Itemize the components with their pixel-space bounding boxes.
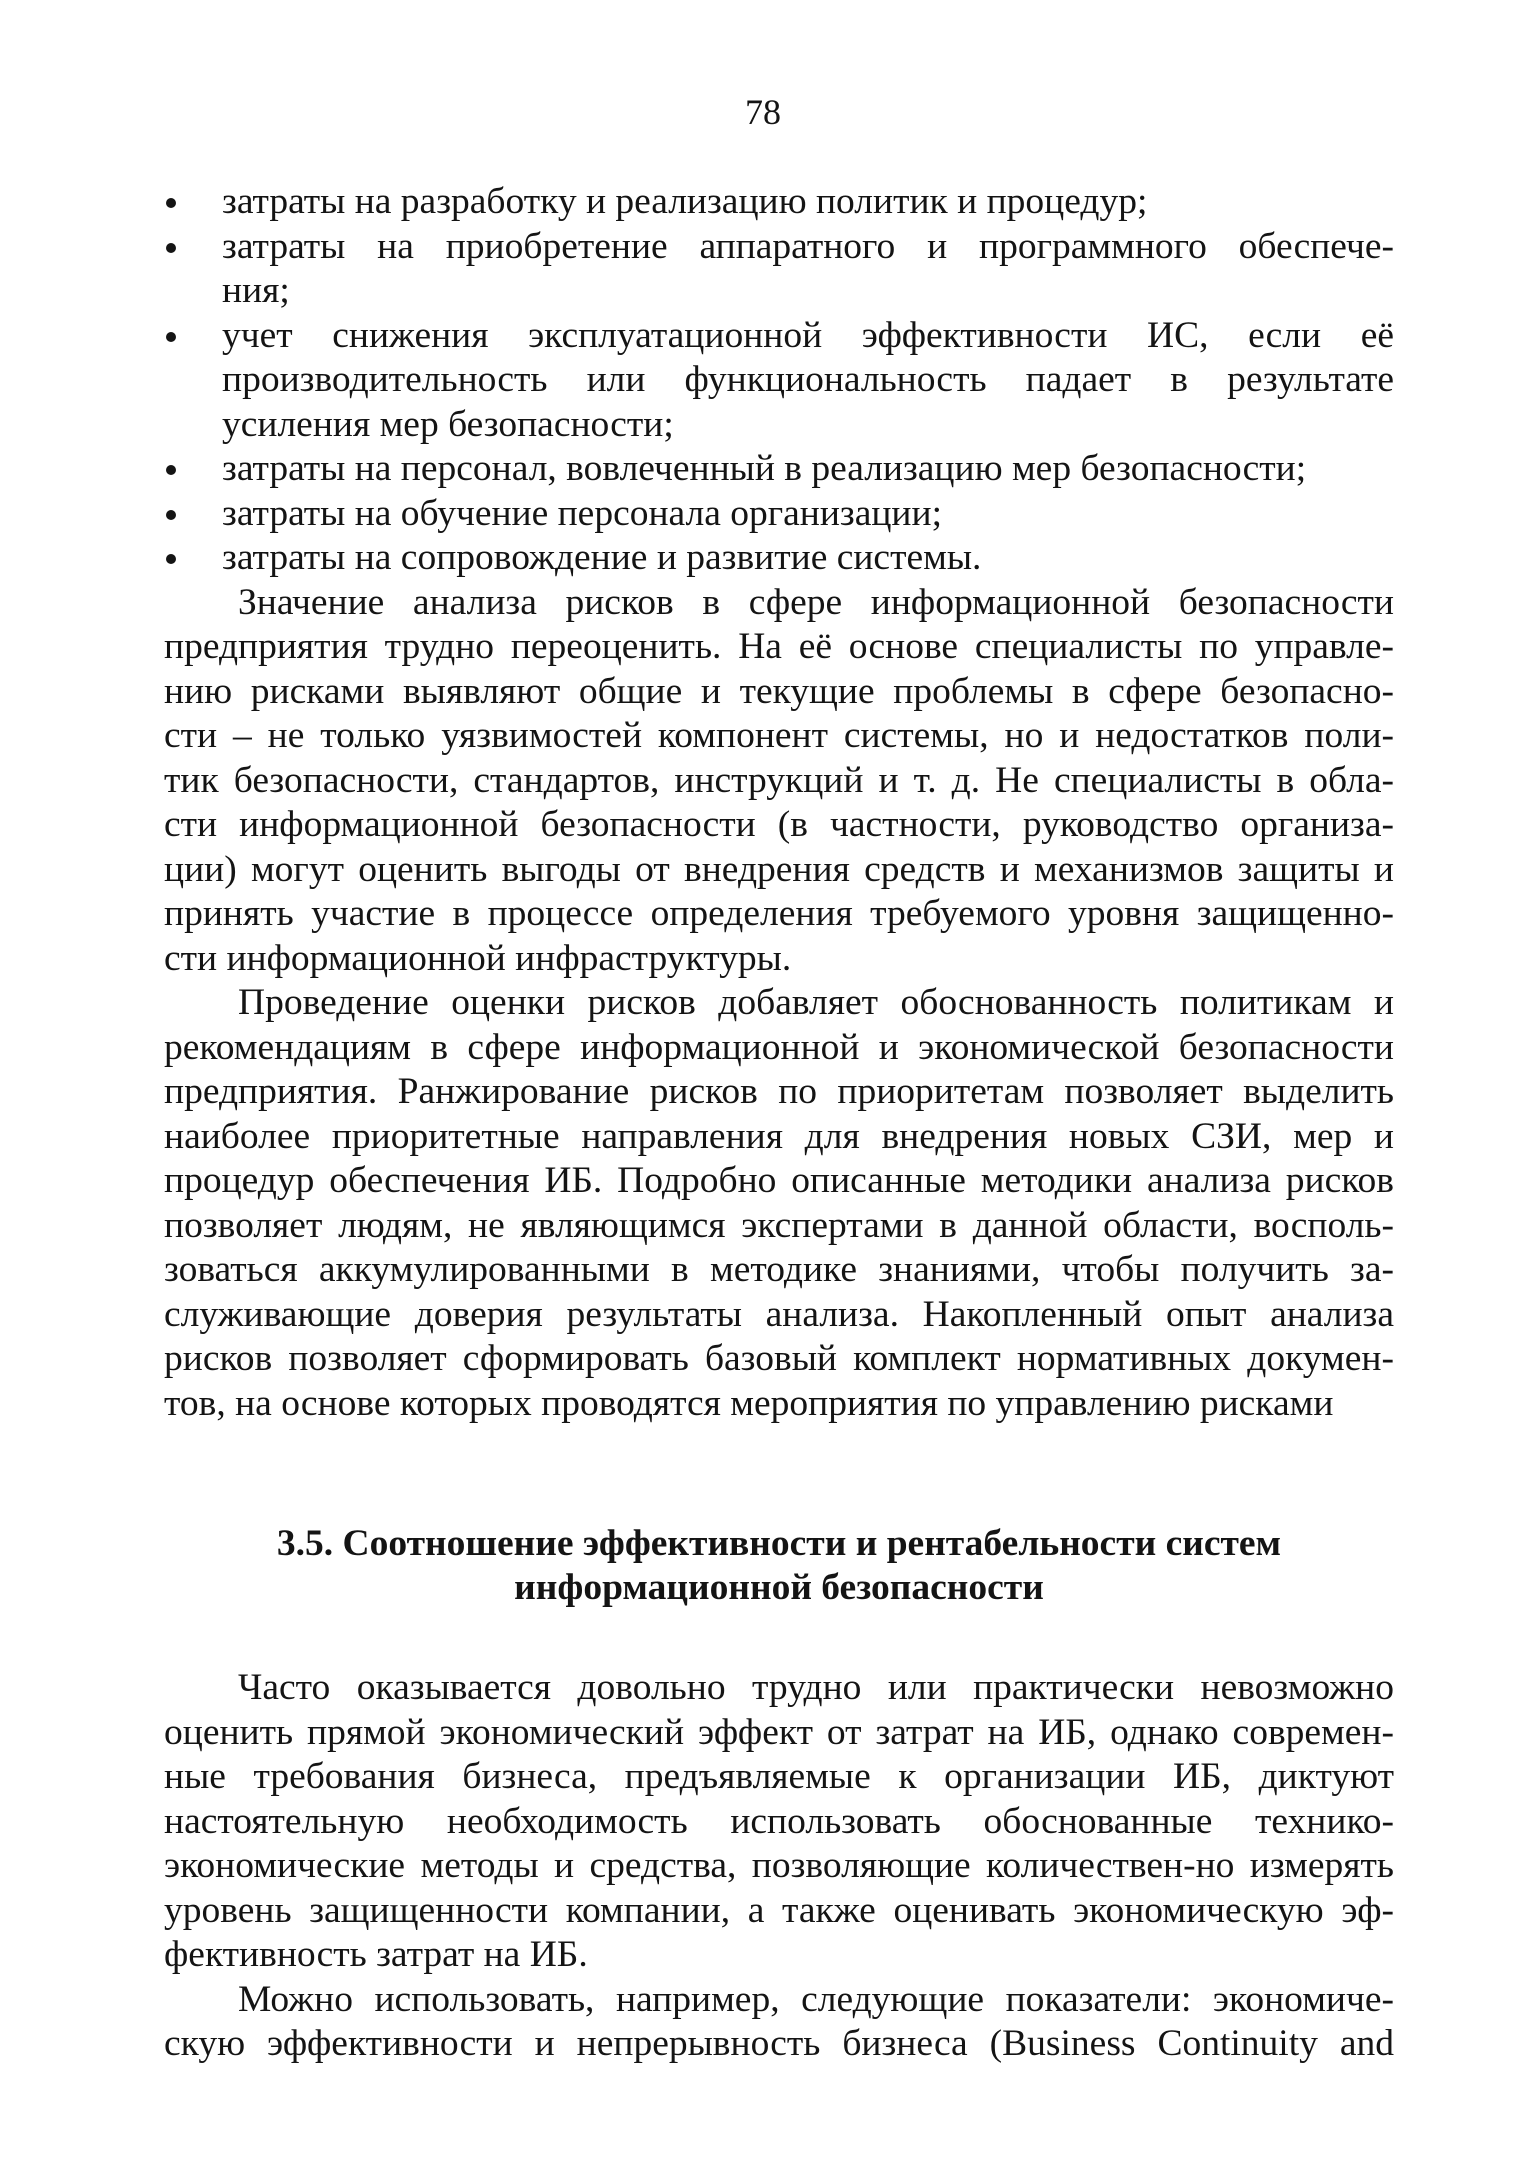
text-line: предприятия. Ранжирование рисков по приоритетам позволяет выделить: [164, 1071, 1394, 1112]
bullet-item: [94, 536, 1394, 581]
text-line: позволяет людям, не являющимся экспертами в данной области, восполь-: [164, 1204, 1394, 1246]
bullet-line: усиления мер безопасности;: [222, 403, 674, 445]
bullet-line: затраты на приобретение аппаратного и программного обеспече-: [222, 225, 1394, 267]
text-line: принять участие в процессе определения требуемого уровня защищенно-: [164, 893, 1394, 934]
bullet-item: [94, 492, 1394, 537]
text-line: сти информационной инфраструктуры.: [164, 937, 792, 979]
bullet-line: затраты на обучение персонала организации;: [222, 492, 942, 534]
text-line: рисков позволяет сформировать базовый комплект нормативных докумен-: [164, 1338, 1394, 1379]
text-line: экономические методы и средства, позволяющие количествен-но измерять: [164, 1845, 1394, 1886]
text-line: фективность затрат на ИБ.: [164, 1934, 588, 1975]
bullet-line: затраты на разработку и реализацию политик и процедур;: [222, 181, 1148, 222]
text-line: настоятельную необходимость использовать обоснованные технико-: [164, 1800, 1394, 1842]
text-line: ные требования бизнеса, предъявляемые к организации ИБ, диктуют: [164, 1756, 1394, 1797]
text-line: Значение анализа рисков в сфере информационной безопасности: [238, 581, 1394, 623]
bullet-line: учет снижения эксплуатационной эффективности ИС, если её: [222, 314, 1394, 356]
text-line: наиболее приоритетные направления для внедрения новых СЗИ, мер и: [164, 1115, 1394, 1157]
bullet-item: [94, 447, 1394, 492]
bullet-icon: [166, 243, 176, 253]
paragraph-risk-assessment: [164, 981, 1394, 1426]
paragraph-risk-analysis-value: [164, 581, 1394, 982]
text-line: ции) могут оценить выгоды от внедрения средств и механизмов защиты и: [164, 848, 1394, 890]
paragraph-economic-effect: [164, 1666, 1394, 1978]
text-line: служивающие доверия результаты анализа. Накопленный опыт анализа: [164, 1293, 1394, 1335]
page-content: [164, 180, 1394, 2067]
text-line: скую эффективности и непрерывность бизнеса (Business Continuity and: [164, 2023, 1394, 2064]
bullet-list: [164, 180, 1394, 581]
bullet-icon: [166, 198, 176, 208]
section-heading: [164, 1522, 1394, 1610]
paragraph-indicators: [164, 1978, 1394, 2067]
text-line: рекомендациям в сфере информационной и экономической безопасности: [164, 1026, 1394, 1068]
section-heading-line: 3.5. Соотношение эффективности и рентабельности систем: [276, 1523, 1282, 1564]
page-number: 78: [745, 92, 781, 132]
bullet-item: [94, 225, 1394, 314]
text-line: предприятия трудно переоценить. На её основе специалисты по управле-: [164, 626, 1394, 667]
text-line: сти – не только уязвимостей компонент системы, но и недостатков поли-: [164, 715, 1394, 756]
text-line: нию рисками выявляют общие и текущие проблемы в сфере безопасно-: [164, 670, 1394, 712]
bullet-item: [94, 180, 1394, 225]
text-line: тов, на основе которых проводятся мероприятия по управлению рисками: [164, 1382, 1334, 1424]
text-line: оценить прямой экономический эффект от затрат на ИБ, однако современ-: [164, 1711, 1394, 1753]
section-heading-line: информационной безопасности: [514, 1567, 1044, 1608]
bullet-line: производительность или функциональность падает в результате: [222, 359, 1394, 400]
text-line: Часто оказывается довольно трудно или практически невозможно: [238, 1667, 1394, 1708]
bullet-icon: [166, 554, 176, 564]
text-line: сти информационной безопасности (в частности, руководство организа-: [164, 804, 1394, 845]
bullet-line: затраты на сопровождение и развитие системы.: [222, 537, 982, 578]
text-line: уровень защищенности компании, а также оценивать экономическую эф-: [164, 1889, 1394, 1931]
bullet-icon: [166, 510, 176, 520]
text-line: тик безопасности, стандартов, инструкций и т. д. Не специалисты в обла-: [164, 759, 1394, 801]
bullet-line: ния;: [222, 270, 290, 311]
bullet-icon: [166, 332, 176, 342]
bullet-item: [94, 314, 1394, 448]
text-line: Проведение оценки рисков добавляет обоснованность политикам и: [238, 982, 1394, 1023]
text-line: процедур обеспечения ИБ. Подробно описанные методики анализа рисков: [164, 1160, 1394, 1201]
bullet-icon: [166, 465, 176, 475]
text-line: Можно использовать, например, следующие показатели: экономиче-: [238, 1978, 1394, 2020]
text-line: зоваться аккумулированными в методике знаниями, чтобы получить за-: [164, 1249, 1394, 1290]
bullet-line: затраты на персонал, вовлеченный в реализацию мер безопасности;: [222, 448, 1307, 489]
